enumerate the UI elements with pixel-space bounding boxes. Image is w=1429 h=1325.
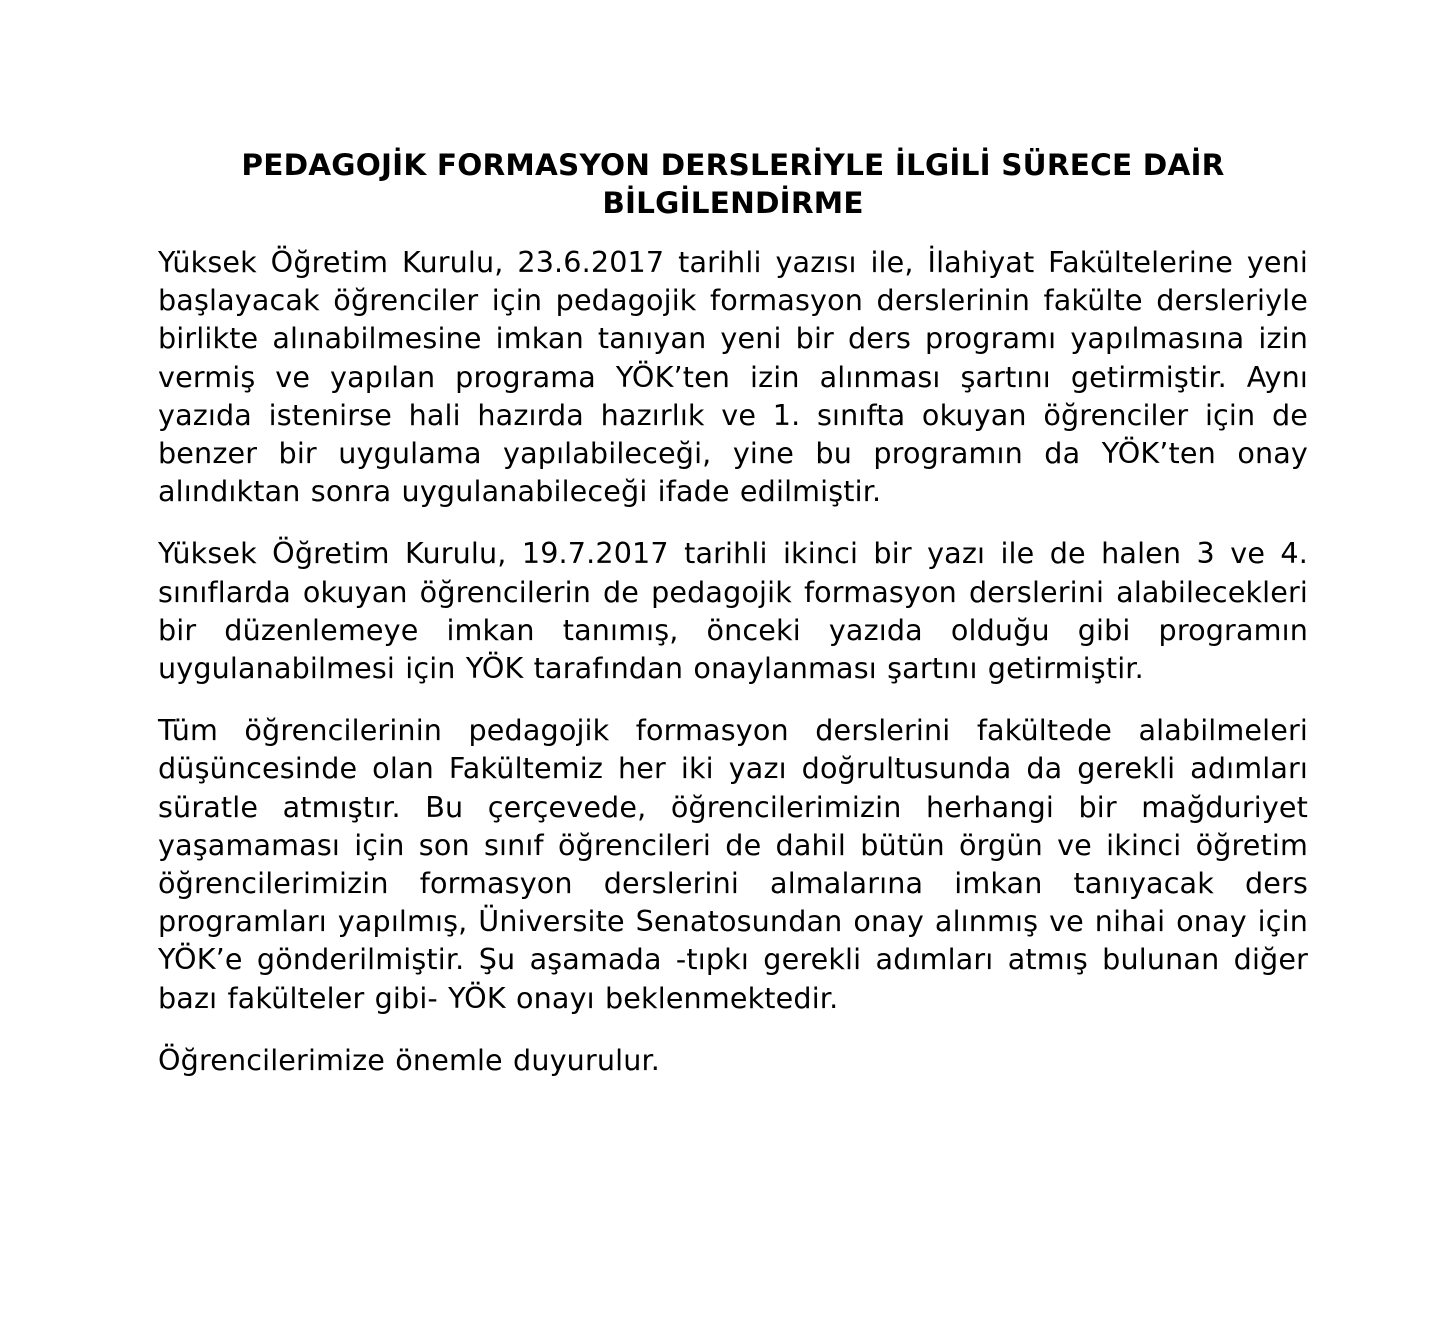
document-title: PEDAGOJİK FORMASYON DERSLERİYLE İLGİLİ SÜRECE DAİR BİLGİLENDİRME xyxy=(241,148,1225,220)
document-page xyxy=(158,146,1308,1079)
paragraph-faculty-actions: Tüm öğrencilerinin pedagojik formasyon derslerini fakültede alabilmeleri düşüncesinde olan Fakültemiz her iki yazı doğrultusunda da gerekli adımları süratle atmıştır. Bu çerçevede, öğrencilerimizin herhangi bir mağduriyet yaşamaması için son sınıf öğrencileri de dahil bütün örgün ve ikinci öğretim öğrencilerimizin formasyon derslerini almalarına imkan tanıyacak ders programları yapılmış, Üniversite Senatosundan onay alınmış ve nihai onay için YÖK’e gönderilmiştir. Şu aşamada -tıpkı gerekli adımları atmış bulunan diğer bazı fakülteler gibi- YÖK onayı beklenmektedir. xyxy=(158,713,1308,1015)
paragraph-announcement-closing: Öğrencilerimize önemle duyurulur. xyxy=(158,1042,661,1077)
paragraph-yok-second-letter: Yüksek Öğretim Kurulu, 19.7.2017 tarihli ikinci bir yazı ile de halen 3 ve 4. sınıflarda okuyan öğrencilerin de pedagojik formasyon derslerini alabilecekleri bir düzenlemeye imkan tanımış, önceki yazıda olduğu gibi programın uygulanabilmesi için YÖK tarafından onaylanması şartını getirmiştir. xyxy=(158,536,1308,686)
paragraph-yok-first-letter: Yüksek Öğretim Kurulu, 23.6.2017 tarihli yazısı ile, İlahiyat Fakültelerine yeni başlayacak öğrenciler için pedagojik formasyon derslerinin fakülte dersleriyle birlikte alınabilmesine imkan tanıyan yeni bir ders programı yapılmasına izin vermiş ve yapılan programa YÖK’ten izin alınması şartını getirmiştir. Aynı yazıda istenirse hali hazırda hazırlık ve 1. sınıfta okuyan öğrenciler için de benzer bir uygulama yapılabileceği, yine bu programın da YÖK’ten onay alındıktan sonra uygulanabileceği ifade edilmiştir. xyxy=(158,245,1308,509)
